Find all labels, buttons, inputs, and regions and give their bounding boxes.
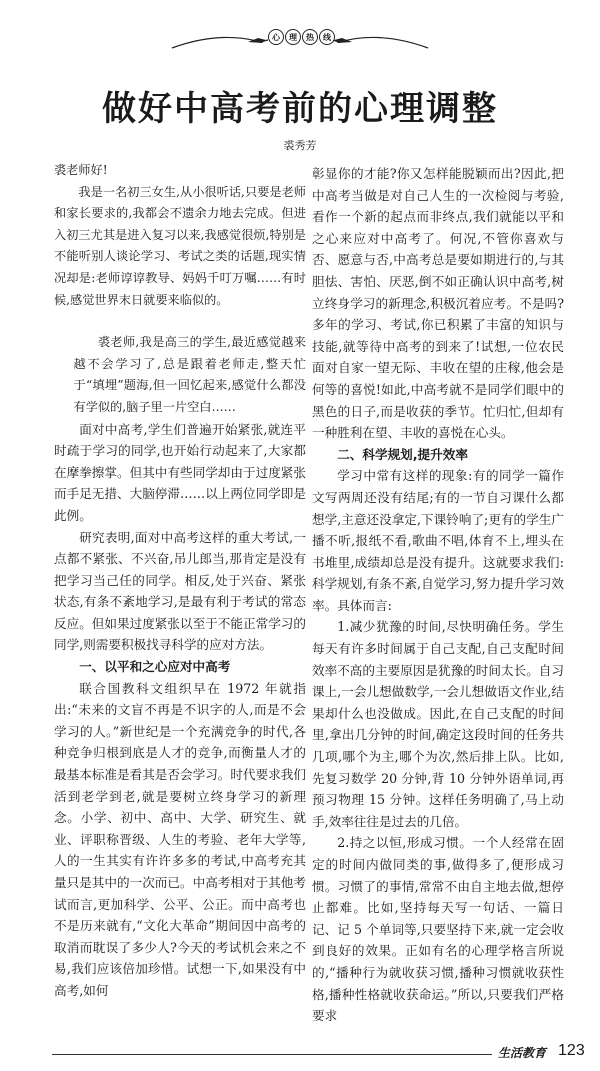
body-paragraph: 1.减少犹豫的时间,尽快明确任务。学生每天有许多时间属于自己支配,自己支配时间效率不高的主要原因是犹豫的时间太长。自习课上,一会儿想做数学,一会儿想做语文作业,结果却什么也没做成。因此,在自己支配的时间里,拿出几分钟的时间,确定这段时间的任务共几项,哪个为主,哪个为次,然后排上队。比如,先复习数学 20 分钟,背 10 分钟外语单词,再预习物理 15 分钟。这样任务明确了,马上动手,效率往往是过去的几倍。 xyxy=(312,619,564,829)
section2-heading: 二、科学规划,提升效率 xyxy=(337,446,468,462)
page-header xyxy=(0,0,600,160)
column-badge xyxy=(268,29,335,45)
body-paragraph: 2.持之以恒,形成习惯。一个人经常在固定的时间内做同类的事,做得多了,便形成习惯。习惯了的事情,常常不由自主地去做,想停止都难。比如,坚持每天写一句话、一篇日记、记 5 个单词等,只要坚持下来,就一定会收到良好的效果。正如有名的心理学格言所说的,“播种行为就收获习惯,播种习惯就收获性格,播种性格就收获命运。”所以,只要我们严格要求 xyxy=(312,835,564,1024)
footer-divider xyxy=(52,1054,492,1055)
page-number: 123 xyxy=(558,1041,585,1059)
badge-char: 热 xyxy=(302,29,318,45)
section1-heading: 一、以平和之心应对中高考 xyxy=(79,659,231,675)
letter1-salutation: 裘老师好! xyxy=(54,163,108,177)
article-body xyxy=(0,160,600,1027)
section1-paragraph-start: 联合国教科文组织早在 1972 年就指出:“未来的文盲不再是不识字的人,而是不会学习的人。”新世纪是一个充满竞争的时代,各种竞争归根到底是人才的竞争,而衡量人才的最基本标准是看其是否会学习。时代要求我们活到老学到老,就是要树立终身学习的新理念。小学、初中、高中、大学、研究生、就业、评职称晋级、人生的考验、老年大学等,人的一生其实有许许多多的考试,中高考充其量只是其中的一次而已。中高考相对于其他考试而言,更加科学、公平、公正。而中高考也不是历来就有,“文化大革命”期间因中高考的取消而耽误了多少人?今天的考试机会来之不易,我们应该倍加珍惜。试想一下,如果没有中高考,如何 xyxy=(54,680,306,998)
left-column xyxy=(54,160,306,1002)
badge-char: 心 xyxy=(268,29,284,45)
badge-char: 理 xyxy=(285,29,301,45)
section1-paragraph-continued: 彰显你的才能?你又怎样能脱颖而出?因此,把中高考当做是对自己人生的一次检阅与考验,看作一个新的起点而非终点,我们就能以平和之心来应对中高考了。何况,不管你喜欢与否、愿意与否,中高考总是要如期进行的,与其胆怯、害怕、厌恶,倒不如正确认识中高考,树立终身学习的新理念,积极沉着应考。不是吗?多年的学习、考试,你已积累了丰富的知识与技能,就等待中高考的到来了!试想,一位农民面对自家一望无际、丰收在望的庄稼,他会是何等的喜悦!如此,中高考就不是同学们眼中的黑色的日子,而是收获的季节。忙归忙,但却有一种胜利在望、丰收的喜悦在心头。 xyxy=(312,166,564,441)
letter1-body: 我是一名初三女生,从小很听话,只要是老师和家长要求的,我都会不遗余力地去完成。但进入初三尤其是进入复习以来,我感觉很烦,特别是不能听别人谈论学习、考试之类的话题,现实情况却是:老师谆谆教导、妈妈千叮万嘱……有时候,感觉世界末日就要来临似的。 xyxy=(54,184,306,307)
page-footer xyxy=(0,1027,600,1071)
badge-char: 线 xyxy=(319,29,335,45)
body-paragraph: 研究表明,面对中高考这样的重大考试,一点都不紧张、不兴奋,吊儿郎当,那肯定是没有把学习当己任的同学。相反,处于兴奋、紧张状态,有条不紊地学习,是最有利于考试的常态反应。但如果过度紧张以至于不能正常学习的同学,则需要积极找寻科学的应对方法。 xyxy=(54,529,306,653)
article-author: 裘秀芳 xyxy=(283,139,317,152)
article-title: 做好中高考前的心理调整 xyxy=(102,89,498,129)
body-paragraph: 学习中常有这样的现象:有的同学一篇作文写两周还没有结尾;有的一节自习课什么都想学,主意还没拿定,下课铃响了;更有的学生广播不听,报纸不看,歌曲不唱,体育不上,埋头在书堆里,成绩却总是没有提升。这就要求我们:科学规划,有条不紊,自觉学习,努力提升学习效率。具体而言: xyxy=(312,468,564,613)
letter2-body: 裘老师,我是高三的学生,最近感觉越来越不会学习了,总是跟着老师走,整天忙于“填埋”题海,但一回忆起来,感觉什么都没有学似的,脑子里一片空白…… xyxy=(73,335,306,414)
body-paragraph: 面对中高考,学生们普遍开始紧张,就连平时疏于学习的同学,也开始行动起来了,大家都在摩拳擦掌。但其中有些同学却由于过度紧张而手足无措、大脑停滞……以上两位同学即是此例。 xyxy=(54,421,306,523)
magazine-logo: 生活教育 xyxy=(498,1045,547,1060)
right-column xyxy=(312,160,564,1027)
